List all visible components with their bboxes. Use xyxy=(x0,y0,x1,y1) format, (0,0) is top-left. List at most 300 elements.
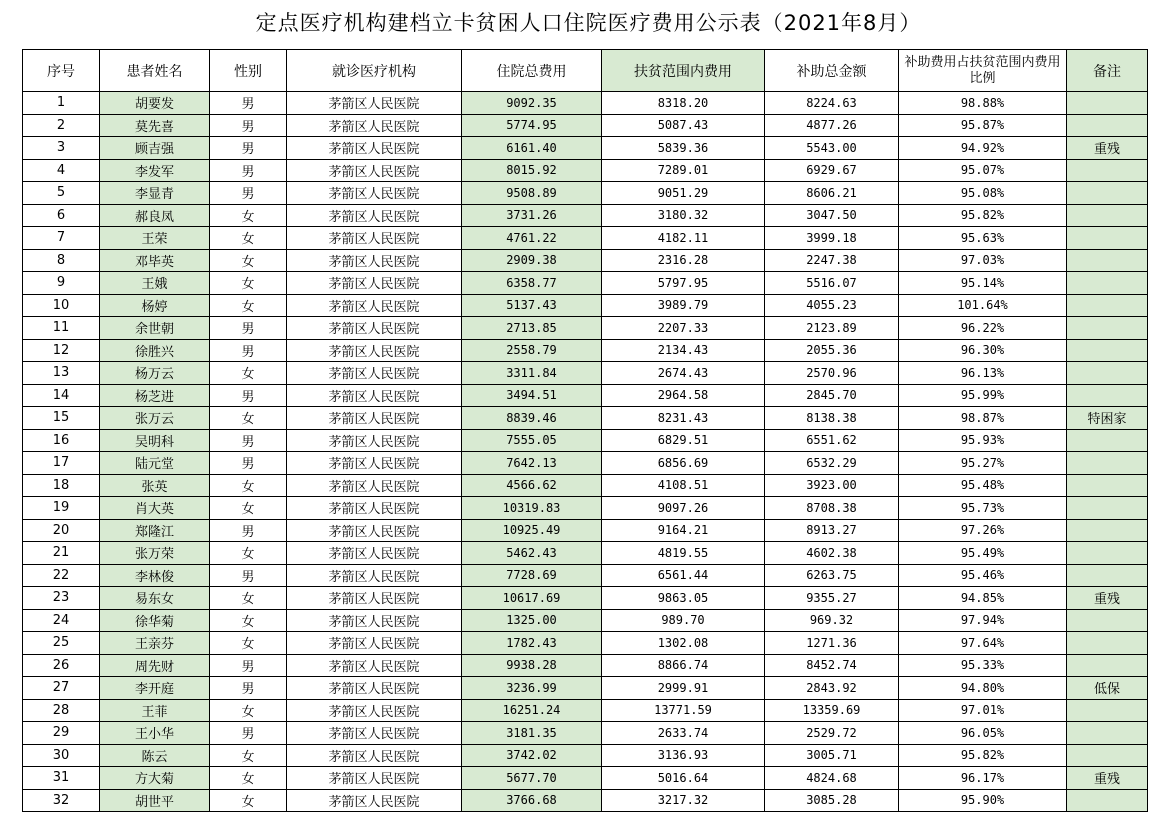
cell-subsidy-ratio: 95.99% xyxy=(899,384,1067,407)
cell-hospital: 茅箭区人民医院 xyxy=(287,429,462,452)
cell-total-cost: 2909.38 xyxy=(462,249,602,272)
cell-total-cost: 3494.51 xyxy=(462,384,602,407)
table-row xyxy=(23,317,1148,340)
cell-subsidy-ratio: 95.27% xyxy=(899,452,1067,475)
cell-remarks xyxy=(1067,249,1148,272)
cell-total-cost: 3766.68 xyxy=(462,789,602,812)
cell-total-cost: 3181.35 xyxy=(462,722,602,745)
cell-patient-name: 陆元堂 xyxy=(100,452,210,475)
cell-index: 18 xyxy=(23,474,100,497)
cell-hospital: 茅箭区人民医院 xyxy=(287,362,462,385)
cell-subsidy-total: 4824.68 xyxy=(765,767,899,790)
cell-hospital: 茅箭区人民医院 xyxy=(287,272,462,295)
cell-gender: 男 xyxy=(210,452,287,475)
cell-remarks xyxy=(1067,294,1148,317)
cell-hospital: 茅箭区人民医院 xyxy=(287,497,462,520)
cell-subsidy-total: 13359.69 xyxy=(765,699,899,722)
cell-subsidy-ratio: 97.26% xyxy=(899,519,1067,542)
cell-index: 16 xyxy=(23,429,100,452)
cell-subsidy-ratio: 95.82% xyxy=(899,204,1067,227)
col-header-gender: 性别 xyxy=(210,50,287,92)
col-header-subsidy-ratio: 补助费用占扶贫范围内费用比例 xyxy=(899,50,1067,92)
cell-index: 32 xyxy=(23,789,100,812)
cell-hospital: 茅箭区人民医院 xyxy=(287,339,462,362)
cell-total-cost: 8015.92 xyxy=(462,159,602,182)
cell-total-cost: 3731.26 xyxy=(462,204,602,227)
cell-remarks xyxy=(1067,632,1148,655)
cell-poverty-scope-cost: 2207.33 xyxy=(602,317,765,340)
cell-poverty-scope-cost: 5016.64 xyxy=(602,767,765,790)
cell-gender: 女 xyxy=(210,362,287,385)
cell-hospital: 茅箭区人民医院 xyxy=(287,789,462,812)
cell-patient-name: 李林俊 xyxy=(100,564,210,587)
cell-remarks: 特困家 xyxy=(1067,407,1148,430)
cell-remarks xyxy=(1067,114,1148,137)
cell-patient-name: 胡要发 xyxy=(100,92,210,115)
cell-remarks xyxy=(1067,362,1148,385)
cell-gender: 男 xyxy=(210,654,287,677)
cell-patient-name: 余世朝 xyxy=(100,317,210,340)
table-row xyxy=(23,632,1148,655)
cell-subsidy-total: 3005.71 xyxy=(765,744,899,767)
cell-total-cost: 10319.83 xyxy=(462,497,602,520)
cell-patient-name: 张万荣 xyxy=(100,542,210,565)
cell-subsidy-ratio: 95.48% xyxy=(899,474,1067,497)
cell-patient-name: 杨婷 xyxy=(100,294,210,317)
cell-patient-name: 王菲 xyxy=(100,699,210,722)
cell-total-cost: 9938.28 xyxy=(462,654,602,677)
col-header-remarks: 备注 xyxy=(1067,50,1148,92)
cell-remarks xyxy=(1067,654,1148,677)
cell-patient-name: 杨芝进 xyxy=(100,384,210,407)
cell-hospital: 茅箭区人民医院 xyxy=(287,249,462,272)
cell-subsidy-ratio: 97.01% xyxy=(899,699,1067,722)
header-row xyxy=(23,50,1148,92)
cell-subsidy-ratio: 98.87% xyxy=(899,407,1067,430)
table-row xyxy=(23,339,1148,362)
table-row xyxy=(23,182,1148,205)
cell-subsidy-ratio: 95.14% xyxy=(899,272,1067,295)
cell-remarks: 低保 xyxy=(1067,677,1148,700)
table-row xyxy=(23,92,1148,115)
cell-patient-name: 易东女 xyxy=(100,587,210,610)
cell-poverty-scope-cost: 6856.69 xyxy=(602,452,765,475)
cell-subsidy-total: 4877.26 xyxy=(765,114,899,137)
cell-index: 5 xyxy=(23,182,100,205)
cell-patient-name: 郑隆江 xyxy=(100,519,210,542)
cell-patient-name: 王亲芬 xyxy=(100,632,210,655)
cell-hospital: 茅箭区人民医院 xyxy=(287,159,462,182)
cell-hospital: 茅箭区人民医院 xyxy=(287,137,462,160)
cell-hospital: 茅箭区人民医院 xyxy=(287,384,462,407)
cell-subsidy-total: 2570.96 xyxy=(765,362,899,385)
table-row xyxy=(23,114,1148,137)
cell-patient-name: 莫先喜 xyxy=(100,114,210,137)
cell-total-cost: 4761.22 xyxy=(462,227,602,250)
cell-subsidy-ratio: 95.08% xyxy=(899,182,1067,205)
cell-gender: 男 xyxy=(210,519,287,542)
cell-subsidy-total: 6551.62 xyxy=(765,429,899,452)
col-header-poverty-scope-cost: 扶贫范围内费用 xyxy=(602,50,765,92)
cell-remarks xyxy=(1067,564,1148,587)
cell-index: 7 xyxy=(23,227,100,250)
cell-index: 10 xyxy=(23,294,100,317)
cell-patient-name: 王荣 xyxy=(100,227,210,250)
cell-gender: 男 xyxy=(210,317,287,340)
table-row xyxy=(23,519,1148,542)
table-row xyxy=(23,227,1148,250)
cell-subsidy-ratio: 96.17% xyxy=(899,767,1067,790)
cell-subsidy-ratio: 101.64% xyxy=(899,294,1067,317)
cell-gender: 男 xyxy=(210,137,287,160)
table-row xyxy=(23,272,1148,295)
cell-subsidy-ratio: 94.85% xyxy=(899,587,1067,610)
cell-index: 30 xyxy=(23,744,100,767)
cell-subsidy-total: 8452.74 xyxy=(765,654,899,677)
cell-patient-name: 王娥 xyxy=(100,272,210,295)
cell-patient-name: 方大菊 xyxy=(100,767,210,790)
cell-hospital: 茅箭区人民医院 xyxy=(287,474,462,497)
cell-poverty-scope-cost: 5087.43 xyxy=(602,114,765,137)
cell-hospital: 茅箭区人民医院 xyxy=(287,294,462,317)
cell-subsidy-total: 1271.36 xyxy=(765,632,899,655)
cell-subsidy-ratio: 95.90% xyxy=(899,789,1067,812)
cell-subsidy-ratio: 95.46% xyxy=(899,564,1067,587)
cell-subsidy-total: 8708.38 xyxy=(765,497,899,520)
cell-index: 3 xyxy=(23,137,100,160)
cell-index: 1 xyxy=(23,92,100,115)
table-row xyxy=(23,294,1148,317)
cell-total-cost: 1782.43 xyxy=(462,632,602,655)
col-header-hospital: 就诊医疗机构 xyxy=(287,50,462,92)
cell-subsidy-total: 6532.29 xyxy=(765,452,899,475)
cell-subsidy-total: 3047.50 xyxy=(765,204,899,227)
cell-gender: 女 xyxy=(210,542,287,565)
cell-remarks xyxy=(1067,159,1148,182)
table-row xyxy=(23,699,1148,722)
cell-index: 22 xyxy=(23,564,100,587)
cell-subsidy-total: 2529.72 xyxy=(765,722,899,745)
cell-remarks: 重残 xyxy=(1067,767,1148,790)
cell-hospital: 茅箭区人民医院 xyxy=(287,744,462,767)
cell-subsidy-ratio: 96.22% xyxy=(899,317,1067,340)
cell-patient-name: 胡世平 xyxy=(100,789,210,812)
cell-subsidy-ratio: 96.05% xyxy=(899,722,1067,745)
cell-subsidy-total: 3085.28 xyxy=(765,789,899,812)
table-row xyxy=(23,159,1148,182)
cell-patient-name: 陈云 xyxy=(100,744,210,767)
cell-hospital: 茅箭区人民医院 xyxy=(287,317,462,340)
table-row xyxy=(23,204,1148,227)
cell-index: 19 xyxy=(23,497,100,520)
cell-gender: 男 xyxy=(210,722,287,745)
cell-gender: 男 xyxy=(210,159,287,182)
table-row xyxy=(23,722,1148,745)
table-row xyxy=(23,474,1148,497)
cell-subsidy-ratio: 95.82% xyxy=(899,744,1067,767)
cell-poverty-scope-cost: 8866.74 xyxy=(602,654,765,677)
cell-gender: 男 xyxy=(210,677,287,700)
col-header-total-cost: 住院总费用 xyxy=(462,50,602,92)
cell-remarks xyxy=(1067,519,1148,542)
cell-subsidy-total: 5543.00 xyxy=(765,137,899,160)
cell-poverty-scope-cost: 5797.95 xyxy=(602,272,765,295)
cell-hospital: 茅箭区人民医院 xyxy=(287,407,462,430)
cell-index: 17 xyxy=(23,452,100,475)
cell-hospital: 茅箭区人民医院 xyxy=(287,587,462,610)
cell-remarks xyxy=(1067,722,1148,745)
cell-subsidy-total: 9355.27 xyxy=(765,587,899,610)
cell-remarks xyxy=(1067,789,1148,812)
cell-subsidy-ratio: 95.73% xyxy=(899,497,1067,520)
cell-total-cost: 10617.69 xyxy=(462,587,602,610)
table-row xyxy=(23,362,1148,385)
cell-hospital: 茅箭区人民医院 xyxy=(287,227,462,250)
cell-gender: 女 xyxy=(210,699,287,722)
cell-patient-name: 吴明科 xyxy=(100,429,210,452)
cell-index: 27 xyxy=(23,677,100,700)
cell-patient-name: 顾吉强 xyxy=(100,137,210,160)
cell-gender: 女 xyxy=(210,294,287,317)
cell-poverty-scope-cost: 3989.79 xyxy=(602,294,765,317)
cell-gender: 男 xyxy=(210,564,287,587)
col-header-index: 序号 xyxy=(23,50,100,92)
cell-patient-name: 周先财 xyxy=(100,654,210,677)
table-row xyxy=(23,407,1148,430)
cell-remarks xyxy=(1067,317,1148,340)
cell-total-cost: 8839.46 xyxy=(462,407,602,430)
table-row xyxy=(23,452,1148,475)
cell-poverty-scope-cost: 8318.20 xyxy=(602,92,765,115)
cell-subsidy-total: 2247.38 xyxy=(765,249,899,272)
cell-subsidy-ratio: 94.80% xyxy=(899,677,1067,700)
cell-subsidy-total: 5516.07 xyxy=(765,272,899,295)
cell-total-cost: 9508.89 xyxy=(462,182,602,205)
cell-poverty-scope-cost: 4182.11 xyxy=(602,227,765,250)
cell-gender: 女 xyxy=(210,744,287,767)
cell-gender: 女 xyxy=(210,632,287,655)
cell-remarks xyxy=(1067,272,1148,295)
cell-hospital: 茅箭区人民医院 xyxy=(287,767,462,790)
cell-index: 26 xyxy=(23,654,100,677)
cell-index: 12 xyxy=(23,339,100,362)
cell-subsidy-total: 2123.89 xyxy=(765,317,899,340)
table-row xyxy=(23,609,1148,632)
cell-subsidy-total: 969.32 xyxy=(765,609,899,632)
cell-poverty-scope-cost: 2633.74 xyxy=(602,722,765,745)
table-row xyxy=(23,497,1148,520)
cell-patient-name: 张英 xyxy=(100,474,210,497)
cell-subsidy-ratio: 95.93% xyxy=(899,429,1067,452)
cell-gender: 男 xyxy=(210,429,287,452)
cell-gender: 女 xyxy=(210,204,287,227)
cell-poverty-scope-cost: 9863.05 xyxy=(602,587,765,610)
cell-patient-name: 郝良凤 xyxy=(100,204,210,227)
cell-subsidy-ratio: 97.03% xyxy=(899,249,1067,272)
cell-remarks xyxy=(1067,339,1148,362)
cell-subsidy-total: 8606.21 xyxy=(765,182,899,205)
cell-poverty-scope-cost: 9164.21 xyxy=(602,519,765,542)
cell-index: 6 xyxy=(23,204,100,227)
cell-total-cost: 4566.62 xyxy=(462,474,602,497)
cell-hospital: 茅箭区人民医院 xyxy=(287,182,462,205)
cell-poverty-scope-cost: 1302.08 xyxy=(602,632,765,655)
cell-subsidy-total: 2843.92 xyxy=(765,677,899,700)
cell-patient-name: 李显青 xyxy=(100,182,210,205)
cell-poverty-scope-cost: 8231.43 xyxy=(602,407,765,430)
cell-poverty-scope-cost: 4108.51 xyxy=(602,474,765,497)
cell-subsidy-total: 8224.63 xyxy=(765,92,899,115)
cell-index: 9 xyxy=(23,272,100,295)
cell-gender: 男 xyxy=(210,339,287,362)
cell-hospital: 茅箭区人民医院 xyxy=(287,204,462,227)
cell-total-cost: 3311.84 xyxy=(462,362,602,385)
table-row xyxy=(23,564,1148,587)
cell-patient-name: 杨万云 xyxy=(100,362,210,385)
cell-hospital: 茅箭区人民医院 xyxy=(287,677,462,700)
cell-total-cost: 10925.49 xyxy=(462,519,602,542)
cell-gender: 女 xyxy=(210,474,287,497)
cell-total-cost: 7555.05 xyxy=(462,429,602,452)
cell-remarks xyxy=(1067,497,1148,520)
cell-index: 24 xyxy=(23,609,100,632)
cell-poverty-scope-cost: 6561.44 xyxy=(602,564,765,587)
cell-subsidy-ratio: 98.88% xyxy=(899,92,1067,115)
cell-total-cost: 7642.13 xyxy=(462,452,602,475)
table-row xyxy=(23,249,1148,272)
cell-index: 23 xyxy=(23,587,100,610)
cell-gender: 女 xyxy=(210,497,287,520)
cell-hospital: 茅箭区人民医院 xyxy=(287,609,462,632)
cell-subsidy-total: 6263.75 xyxy=(765,564,899,587)
cell-subsidy-total: 8138.38 xyxy=(765,407,899,430)
cell-gender: 男 xyxy=(210,92,287,115)
table-row xyxy=(23,789,1148,812)
cell-subsidy-total: 4055.23 xyxy=(765,294,899,317)
cell-index: 21 xyxy=(23,542,100,565)
cell-patient-name: 李开庭 xyxy=(100,677,210,700)
cell-total-cost: 5462.43 xyxy=(462,542,602,565)
cell-subsidy-ratio: 95.07% xyxy=(899,159,1067,182)
cell-poverty-scope-cost: 2316.28 xyxy=(602,249,765,272)
cell-gender: 女 xyxy=(210,227,287,250)
cell-subsidy-ratio: 97.64% xyxy=(899,632,1067,655)
cell-hospital: 茅箭区人民医院 xyxy=(287,564,462,587)
cell-total-cost: 1325.00 xyxy=(462,609,602,632)
cell-gender: 女 xyxy=(210,609,287,632)
cell-patient-name: 王小华 xyxy=(100,722,210,745)
cell-poverty-scope-cost: 3217.32 xyxy=(602,789,765,812)
cell-gender: 女 xyxy=(210,767,287,790)
cell-subsidy-total: 4602.38 xyxy=(765,542,899,565)
cell-subsidy-total: 3923.00 xyxy=(765,474,899,497)
cell-index: 29 xyxy=(23,722,100,745)
cell-remarks xyxy=(1067,204,1148,227)
cell-index: 25 xyxy=(23,632,100,655)
cell-hospital: 茅箭区人民医院 xyxy=(287,699,462,722)
cell-total-cost: 9092.35 xyxy=(462,92,602,115)
cell-index: 13 xyxy=(23,362,100,385)
cell-hospital: 茅箭区人民医院 xyxy=(287,542,462,565)
table-row xyxy=(23,677,1148,700)
cell-index: 28 xyxy=(23,699,100,722)
cell-remarks xyxy=(1067,744,1148,767)
cell-total-cost: 16251.24 xyxy=(462,699,602,722)
cell-patient-name: 邓毕英 xyxy=(100,249,210,272)
cell-subsidy-ratio: 95.49% xyxy=(899,542,1067,565)
table-row xyxy=(23,542,1148,565)
cell-remarks xyxy=(1067,384,1148,407)
cell-subsidy-ratio: 95.33% xyxy=(899,654,1067,677)
cell-gender: 女 xyxy=(210,272,287,295)
table-row xyxy=(23,384,1148,407)
cell-gender: 女 xyxy=(210,587,287,610)
cell-patient-name: 张万云 xyxy=(100,407,210,430)
cell-remarks: 重残 xyxy=(1067,587,1148,610)
table-row xyxy=(23,429,1148,452)
cell-subsidy-ratio: 97.94% xyxy=(899,609,1067,632)
cell-total-cost: 5137.43 xyxy=(462,294,602,317)
cell-remarks: 重残 xyxy=(1067,137,1148,160)
cell-poverty-scope-cost: 3180.32 xyxy=(602,204,765,227)
cell-gender: 男 xyxy=(210,384,287,407)
cell-total-cost: 3236.99 xyxy=(462,677,602,700)
cell-total-cost: 5677.70 xyxy=(462,767,602,790)
cell-hospital: 茅箭区人民医院 xyxy=(287,114,462,137)
cell-gender: 男 xyxy=(210,114,287,137)
cell-poverty-scope-cost: 4819.55 xyxy=(602,542,765,565)
cell-poverty-scope-cost: 3136.93 xyxy=(602,744,765,767)
cell-index: 4 xyxy=(23,159,100,182)
cell-poverty-scope-cost: 6829.51 xyxy=(602,429,765,452)
table-row xyxy=(23,587,1148,610)
cell-total-cost: 2558.79 xyxy=(462,339,602,362)
cell-patient-name: 肖大英 xyxy=(100,497,210,520)
cell-poverty-scope-cost: 2674.43 xyxy=(602,362,765,385)
cell-poverty-scope-cost: 989.70 xyxy=(602,609,765,632)
cell-poverty-scope-cost: 13771.59 xyxy=(602,699,765,722)
cell-subsidy-total: 3999.18 xyxy=(765,227,899,250)
col-header-subsidy-total: 补助总金额 xyxy=(765,50,899,92)
table-row xyxy=(23,767,1148,790)
cell-total-cost: 7728.69 xyxy=(462,564,602,587)
col-header-patient-name: 患者姓名 xyxy=(100,50,210,92)
cell-remarks xyxy=(1067,542,1148,565)
cell-index: 11 xyxy=(23,317,100,340)
cell-gender: 女 xyxy=(210,249,287,272)
cell-patient-name: 徐华菊 xyxy=(100,609,210,632)
cell-poverty-scope-cost: 7289.01 xyxy=(602,159,765,182)
cell-poverty-scope-cost: 5839.36 xyxy=(602,137,765,160)
cell-hospital: 茅箭区人民医院 xyxy=(287,452,462,475)
cell-gender: 女 xyxy=(210,407,287,430)
cell-poverty-scope-cost: 9097.26 xyxy=(602,497,765,520)
cell-remarks xyxy=(1067,452,1148,475)
cell-subsidy-total: 2055.36 xyxy=(765,339,899,362)
cell-patient-name: 李发军 xyxy=(100,159,210,182)
cell-remarks xyxy=(1067,182,1148,205)
table-row xyxy=(23,654,1148,677)
table-body xyxy=(23,92,1148,812)
cell-patient-name: 徐胜兴 xyxy=(100,339,210,362)
cell-remarks xyxy=(1067,474,1148,497)
cell-subsidy-ratio: 94.92% xyxy=(899,137,1067,160)
cell-total-cost: 3742.02 xyxy=(462,744,602,767)
subsidy-table xyxy=(22,49,1148,812)
cell-subsidy-total: 2845.70 xyxy=(765,384,899,407)
cell-index: 15 xyxy=(23,407,100,430)
cell-remarks xyxy=(1067,92,1148,115)
